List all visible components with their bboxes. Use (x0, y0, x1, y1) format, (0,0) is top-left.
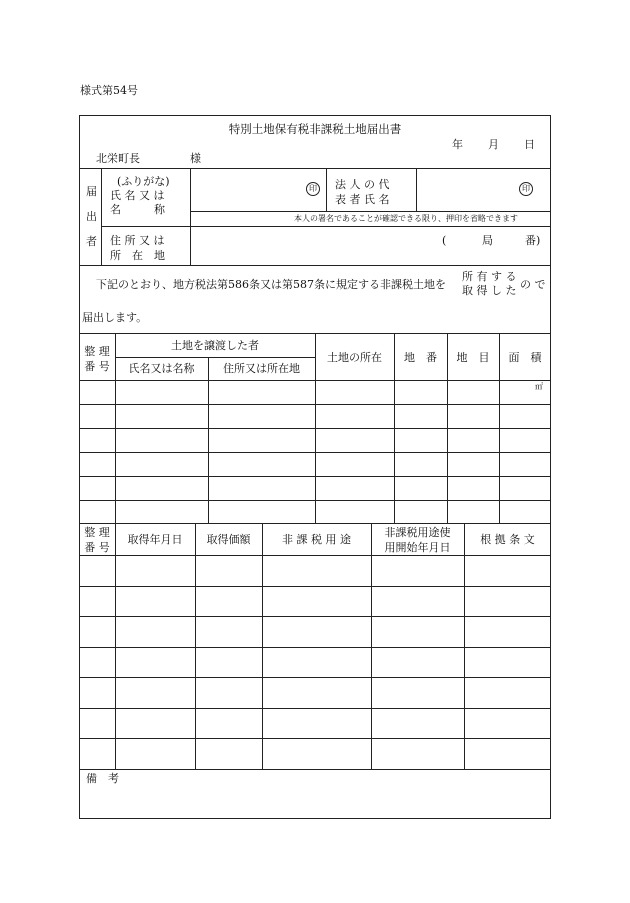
table1-col-chimoku: 地 目 (456, 351, 490, 364)
area-unit-label: ㎡ (535, 382, 543, 391)
address-label-line2: 所 在 地 (110, 249, 165, 262)
table2-col-start-line2: 用開始年月日 (384, 541, 451, 554)
table1-col-address: 住所又は所在地 (223, 362, 300, 375)
divider (262, 523, 263, 769)
date-day-label: 日 (524, 138, 535, 151)
table-row (79, 452, 551, 453)
table1-transferor-header: 土地を譲渡した者 (171, 339, 259, 352)
divider (326, 168, 327, 211)
statement-part3: 届出します。 (82, 311, 148, 324)
form-number: 様式第54号 (80, 84, 138, 97)
table-row (79, 616, 551, 617)
table1-seq-header-line1: 整 理 (84, 345, 110, 358)
table-row (79, 523, 551, 524)
furigana-label: (ふりがな) (117, 175, 170, 188)
phone-bureau-label: 局 (482, 234, 493, 247)
table-row (79, 404, 551, 405)
divider (464, 523, 465, 769)
name-label-line2: 名 称 (110, 203, 165, 216)
seal-icon: 印 (306, 182, 320, 196)
table-row (79, 428, 551, 429)
divider (190, 211, 551, 212)
phone-number-label: 番) (525, 234, 541, 247)
divider (195, 523, 196, 769)
divider (101, 168, 102, 265)
rep-label-line2: 表 者 氏 名 (335, 193, 390, 206)
divider (416, 168, 417, 211)
statement-option-own: 所 有 す る (462, 270, 517, 283)
table2-col-basis: 根 拠 条 文 (480, 533, 535, 546)
table-row (79, 738, 551, 739)
table-row (79, 769, 551, 770)
addressee-name: 北栄町長 (96, 152, 140, 165)
seal-icon: 印 (519, 182, 533, 196)
divider (79, 555, 551, 556)
name-label-line1: 氏 名 又 は (110, 189, 165, 202)
table-row (79, 708, 551, 709)
date-year-label: 年 (452, 138, 463, 151)
table2-seq-header-line2: 番 号 (84, 541, 110, 554)
table2-col-start-line1: 非課税用途使 (384, 526, 451, 539)
statement-part2: の で (520, 278, 546, 291)
table2-col-price: 取得価額 (206, 533, 251, 546)
phone-open-paren: ( (442, 234, 447, 247)
addressee-honorific: 様 (190, 152, 201, 165)
table-row (79, 476, 551, 477)
table2-col-use: 非 課 税 用 途 (282, 533, 351, 546)
divider (101, 226, 551, 227)
divider (371, 523, 372, 769)
statement-part1: 下記のとおり、地方税法第586条又は第587条に規定する非課税土地を (96, 278, 446, 291)
divider (190, 168, 191, 265)
statement-option-acquired: 取 得 し た (462, 284, 517, 297)
notifier-label-char: 出 (86, 210, 97, 223)
table1-col-chiban: 地 番 (404, 351, 437, 364)
form-title: 特別土地保有税非課税土地届出書 (228, 122, 402, 136)
rep-label-line1: 法 人 の 代 (335, 178, 390, 191)
table2-seq-header-line1: 整 理 (84, 526, 110, 539)
divider (115, 523, 116, 769)
table-row (79, 677, 551, 678)
address-label-line1: 住 所 又 は (110, 234, 165, 247)
table1-col-area: 面 積 (508, 351, 542, 364)
divider (79, 168, 551, 169)
remarks-label: 備 考 (86, 772, 119, 785)
table2-col-date: 取得年月日 (127, 533, 183, 546)
notifier-label-char: 届 (86, 185, 97, 198)
table1-seq-header-line2: 番 号 (84, 360, 110, 373)
table-row (79, 500, 551, 501)
table-row (79, 586, 551, 587)
table1-col-location: 土地の所在 (327, 351, 382, 364)
table-row (79, 647, 551, 648)
table1-col-name: 氏名又は名称 (128, 362, 195, 375)
date-month-label: 月 (488, 138, 499, 151)
notifier-label-char: 者 (86, 235, 97, 248)
divider (208, 357, 209, 523)
divider (115, 357, 315, 358)
divider (79, 265, 551, 266)
signature-note: 本人の署名であることが確認できる限り、押印を省略できます (294, 214, 518, 223)
